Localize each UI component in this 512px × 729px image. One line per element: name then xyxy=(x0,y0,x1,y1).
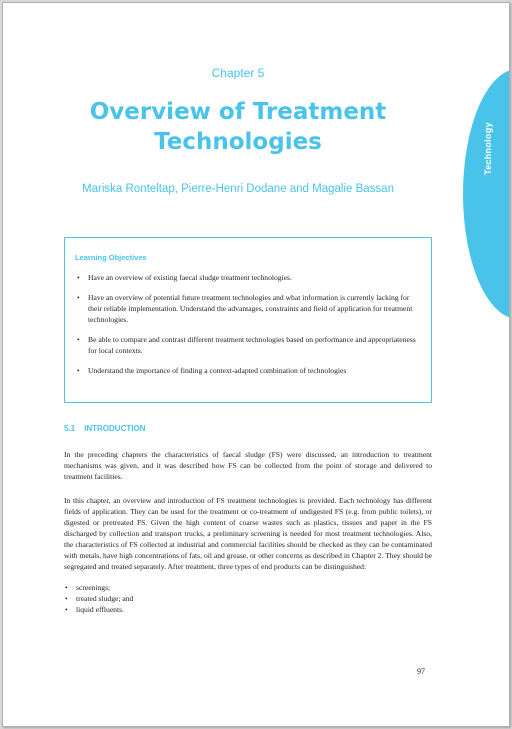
chapter-title-line-1: Overview of Treatment xyxy=(89,99,387,125)
learning-objectives-heading: Learning Objectives xyxy=(75,253,147,262)
section-number: 5.1 xyxy=(64,424,76,433)
objective-item: • Have an overview of existing faecal sludge treatment technologies. xyxy=(75,272,425,283)
objective-item: • Be able to compare and contrast different treatment technologies based on performance and appropriateness for local contexts. xyxy=(75,334,425,356)
side-tab-label: Technology xyxy=(483,122,493,176)
book-page xyxy=(2,2,510,727)
learning-objectives-list xyxy=(75,272,425,385)
chapter-title-line-2: Technologies xyxy=(154,129,322,155)
end-products-list xyxy=(64,582,364,615)
objective-item: • Have an overview of potential future treatment technologies and what information is currently lacking for their reliable implementation. Understand the advantages, constraints and field of application for treatment technologies. xyxy=(75,292,425,325)
chapter-label: Chapter 5 xyxy=(211,66,265,80)
chapter-authors: Mariska Ronteltap, Pierre-Henri Dodane and Magalie Bassan xyxy=(82,183,394,195)
chapter-title xyxy=(43,97,433,157)
body-paragraph: In the preceding chapters the characteristics of faecal sludge (FS) were discussed, an introduction to treatment mechanisms was given, and it was described how FS can be collected from the point of storage and delivered to treatment facilities. xyxy=(64,450,432,481)
body-paragraph: In this chapter, an overview and introduction of FS treatment technologies is provided. Each technology has different fields of application. They can be used for the treatment or co-treatment of undigested FS (e.g. from public toilets), or digested or pretreated FS. Given the high content of coarse wastes such as plastics, tissues and paper in the FS discharged by collection and transport trucks, a preliminary screening is needed for most treatment technologies. Also, the characteristics of FS collected at industrial and commercial facilities should be checked as they can be contaminated with metals, have high concentrations of fats, oil and grease, or other concerns as described in Chapter 2. They should be segregated and treated separately. After treatment, three types of end products can be distinguished: xyxy=(64,496,432,571)
end-product-item: • screenings; xyxy=(64,582,364,593)
section-heading xyxy=(64,424,145,433)
page-number: 97 xyxy=(417,667,425,676)
end-product-item: • treated sludge; and xyxy=(64,593,364,604)
learning-objectives-box xyxy=(64,237,432,403)
section-title: INTRODUCTION xyxy=(84,424,146,433)
objective-item: • Understand the importance of finding a context-adapted combination of technologies xyxy=(75,365,425,376)
end-product-item: • liquid effluents. xyxy=(64,604,364,615)
